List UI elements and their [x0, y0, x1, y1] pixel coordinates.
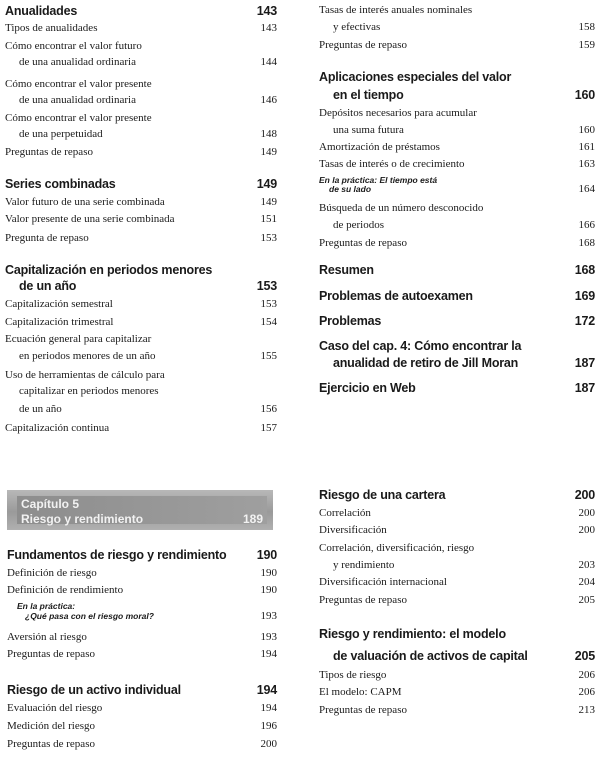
- toc-entry[interactable]: Depósitos necesarios para acumular: [319, 107, 477, 119]
- practica-box-entry-cont[interactable]: de su lado 164: [329, 183, 595, 195]
- toc-entry[interactable]: El modelo: CAPM 206: [319, 686, 595, 698]
- toc-section-aplicaciones[interactable]: [319, 70, 595, 85]
- toc-section-series[interactable]: [5, 177, 277, 192]
- chapter-banner[interactable]: [7, 490, 273, 530]
- section-title: Aplicaciones especiales del valor: [319, 70, 512, 84]
- section-title: anualidad de retiro de Jill Moran: [333, 356, 519, 370]
- toc-entry[interactable]: Evaluación del riesgo 194: [7, 702, 277, 714]
- toc-entry[interactable]: Tasas de interés anuales nominales: [319, 4, 473, 16]
- practica-box-entry[interactable]: En la práctica: El tiempo está: [319, 175, 438, 185]
- section-title: en el tiempo: [333, 88, 404, 102]
- toc-section-problemas[interactable]: [319, 314, 595, 329]
- section-title: Capitalización en periodos menores: [5, 263, 213, 277]
- toc-entry[interactable]: de un año 156: [19, 403, 277, 415]
- page-number: 194: [256, 683, 277, 697]
- toc-entry[interactable]: Cómo encontrar el valor presente: [5, 112, 152, 124]
- section-title: Fundamentos de riesgo y rendimiento: [7, 548, 227, 562]
- toc-section-problemas-autoexamen[interactable]: [319, 289, 595, 304]
- page-number: 190: [256, 548, 277, 562]
- toc-entry[interactable]: de una perpetuidad 148: [19, 128, 277, 140]
- section-title: Resumen: [319, 263, 374, 277]
- toc-section-caso[interactable]: [319, 339, 595, 354]
- toc-entry[interactable]: Tipos de anualidades 143: [5, 22, 277, 34]
- toc-entry[interactable]: de una anualidad ordinaria 146: [19, 94, 277, 106]
- section-title: Ejercicio en Web: [319, 381, 416, 395]
- toc-entry[interactable]: Cómo encontrar el valor futuro: [5, 40, 142, 52]
- toc-column-top-right: [319, 0, 595, 400]
- toc-section-aplicaciones-cont[interactable]: [319, 88, 595, 103]
- page-number: 143: [256, 4, 277, 18]
- toc-entry[interactable]: Preguntas de repaso 200: [7, 738, 277, 750]
- section-title: Riesgo y rendimiento: el modelo: [319, 627, 506, 641]
- toc-section-fundamentos[interactable]: [7, 548, 277, 563]
- toc-section-cartera[interactable]: [319, 488, 595, 503]
- toc-entry[interactable]: Tipos de riesgo 206: [319, 669, 595, 681]
- practica-box-entry-cont[interactable]: ¿Qué pasa con el riesgo moral? 193: [25, 610, 277, 622]
- toc-entry[interactable]: Valor futuro de una serie combinada 149: [5, 196, 277, 208]
- toc-section-caso-cont[interactable]: [319, 356, 595, 371]
- toc-entry[interactable]: Preguntas de repaso 149: [5, 146, 277, 158]
- chapter-page-number: 189: [242, 512, 263, 526]
- toc-entry[interactable]: Preguntas de repaso 168: [319, 237, 595, 249]
- toc-entry[interactable]: Preguntas de repaso 159: [319, 39, 595, 51]
- toc-section-resumen[interactable]: [319, 263, 595, 278]
- toc-entry[interactable]: Capitalización trimestral 154: [5, 316, 277, 328]
- toc-entry[interactable]: Uso de herramientas de cálculo para: [5, 369, 165, 381]
- page-number: 168: [574, 263, 595, 277]
- toc-entry[interactable]: y efectivas 158: [333, 21, 595, 33]
- toc-section-capm[interactable]: [319, 627, 595, 642]
- toc-entry[interactable]: Medición del riesgo 196: [7, 720, 277, 732]
- toc-column-bottom-left: [7, 540, 277, 760]
- toc-entry[interactable]: Pregunta de repaso 153: [5, 232, 277, 244]
- toc-entry[interactable]: Cómo encontrar el valor presente: [5, 78, 152, 90]
- page-number: 200: [574, 488, 595, 502]
- toc-entry[interactable]: Diversificación 200: [319, 524, 595, 536]
- toc-entry[interactable]: y rendimiento 203: [333, 559, 595, 571]
- page-number: 149: [256, 177, 277, 191]
- toc-entry[interactable]: Correlación 200: [319, 507, 595, 519]
- page-number: 169: [574, 289, 595, 303]
- section-title: Problemas de autoexamen: [319, 289, 473, 303]
- page-number: 187: [574, 381, 595, 395]
- toc-column-top-left: [5, 0, 277, 450]
- toc-section-capitalizacion[interactable]: [5, 263, 277, 278]
- page-number: 187: [574, 356, 595, 370]
- toc-entry[interactable]: de periodos 166: [333, 219, 595, 231]
- toc-entry[interactable]: Preguntas de repaso 194: [7, 648, 277, 660]
- toc-entry[interactable]: Diversificación internacional 204: [319, 576, 595, 588]
- toc-entry[interactable]: una suma futura 160: [333, 124, 595, 136]
- toc-entry[interactable]: de una anualidad ordinaria 144: [19, 56, 277, 68]
- section-title: Caso del cap. 4: Cómo encontrar la: [319, 339, 522, 353]
- page-number: 153: [256, 279, 277, 293]
- toc-entry[interactable]: Preguntas de repaso 205: [319, 594, 595, 606]
- chapter-number: Capítulo 5: [21, 497, 80, 511]
- toc-entry[interactable]: Ecuación general para capitalizar: [5, 333, 152, 345]
- toc-entry[interactable]: en periodos menores de un año 155: [19, 350, 277, 362]
- toc-entry[interactable]: Preguntas de repaso 213: [319, 704, 595, 716]
- toc-entry[interactable]: Búsqueda de un número desconocido: [319, 202, 484, 214]
- section-title: Series combinadas: [5, 177, 116, 191]
- toc-entry[interactable]: Valor presente de una serie combinada 151: [5, 213, 277, 225]
- toc-entry[interactable]: Capitalización continua 157: [5, 422, 277, 434]
- chapter-title: Riesgo y rendimiento: [21, 512, 144, 526]
- toc-entry[interactable]: Amortización de préstamos 161: [319, 141, 595, 153]
- toc-section-anualidades[interactable]: [5, 4, 277, 19]
- section-title: Riesgo de un activo individual: [7, 683, 181, 697]
- toc-column-bottom-right: [319, 486, 595, 726]
- page-number: 172: [574, 314, 595, 328]
- toc-section-capitalizacion-cont[interactable]: [5, 279, 277, 294]
- section-title: Problemas: [319, 314, 382, 328]
- toc-section-activo-individual[interactable]: [7, 683, 277, 698]
- toc-entry[interactable]: Correlación, diversificación, riesgo: [319, 542, 475, 554]
- toc-entry[interactable]: Tasas de interés o de crecimiento 163: [319, 158, 595, 170]
- toc-entry[interactable]: capitalizar en periodos menores: [19, 385, 159, 397]
- toc-entry[interactable]: Aversión al riesgo 193: [7, 631, 277, 643]
- toc-section-ejercicio-web[interactable]: [319, 381, 595, 396]
- toc-entry[interactable]: Definición de rendimiento 190: [7, 584, 277, 596]
- toc-section-capm-cont[interactable]: [319, 649, 595, 664]
- page-number: 160: [574, 88, 595, 102]
- section-title: de valuación de activos de capital: [333, 649, 528, 663]
- section-title: de un año: [19, 279, 77, 293]
- practica-box-entry[interactable]: En la práctica:: [17, 601, 76, 611]
- toc-entry[interactable]: Definición de riesgo 190: [7, 567, 277, 579]
- page-number: 205: [574, 649, 595, 663]
- toc-entry[interactable]: Capitalización semestral 153: [5, 298, 277, 310]
- section-title: Riesgo de una cartera: [319, 488, 446, 502]
- section-title: Anualidades: [5, 4, 78, 18]
